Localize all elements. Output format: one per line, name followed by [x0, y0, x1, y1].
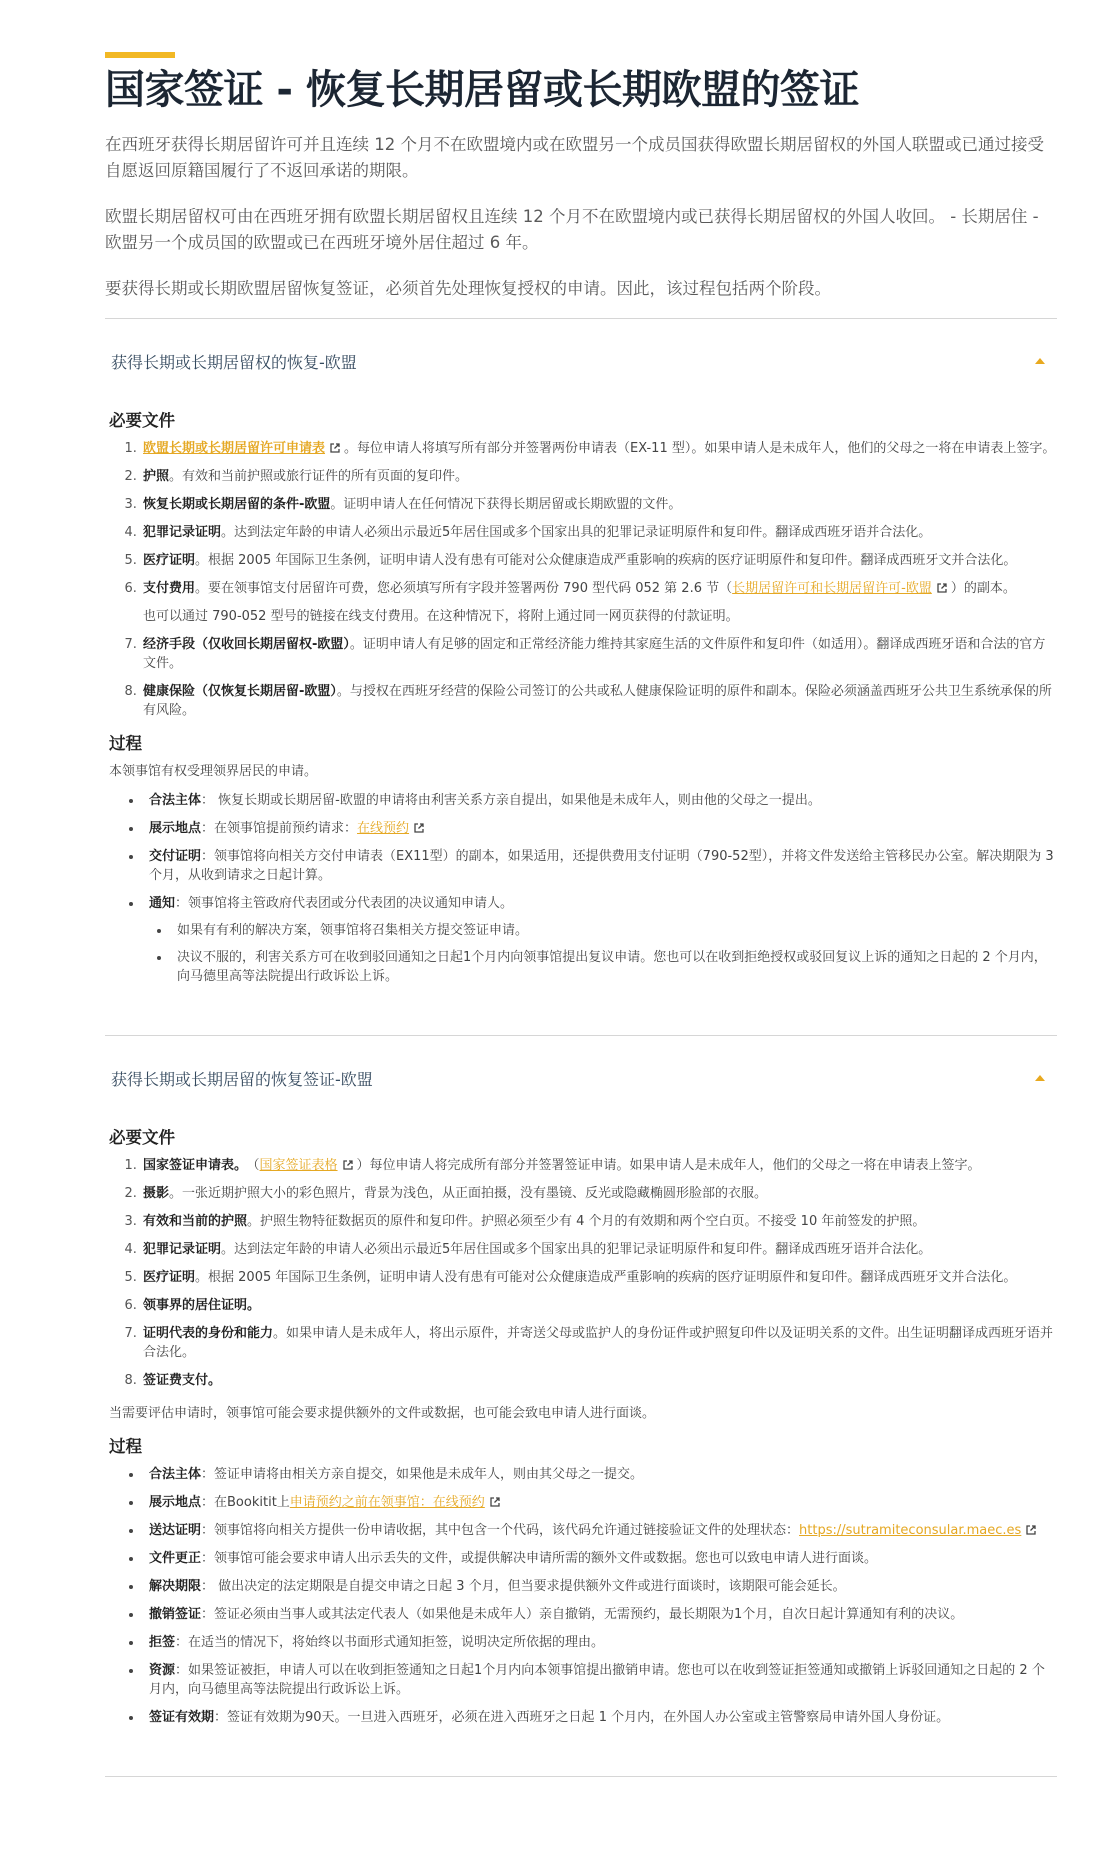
- sutramite-link[interactable]: https://sutramiteconsular.maec.es: [799, 1523, 1022, 1538]
- payment-note: 也可以通过 790-052 型号的链接在线支付费用。在这种情况下，将附上通过同一网页获得的付款证明。: [143, 609, 739, 624]
- accordion-body-1: [105, 383, 1057, 1025]
- list-item: 7. 经济手段（仅收回长期居留权-欧盟）。证明申请人有足够的固定和正常经济能力维持其家庭生活的文件原件和复印件（如适用）。翻译成西班牙语和合法的官方文件。: [141, 635, 1057, 673]
- title-accent-bar: [105, 52, 175, 58]
- residence-permit-link[interactable]: 长期居留许可和长期居留许可-欧盟: [732, 581, 932, 596]
- divider: [105, 1776, 1057, 1777]
- list-item: • 展示地点：在Bookitit上申请预约之前在领事馆：在线预约: [143, 1493, 1057, 1512]
- list-item: • 如果有有利的解决方案，领事馆将召集相关方提交签证申请。: [171, 921, 1057, 940]
- list-item: 7. 证明代表的身份和能力。如果申请人是未成年人，将出示原件，并寄送父母或监护人的身份证件或护照复印件以及证明关系的文件。出生证明翻译成西班牙语并合法化。: [141, 1324, 1057, 1362]
- list-item: 4. 犯罪记录证明。达到法定年龄的申请人必须出示最近5年居住国或多个国家出具的犯罪记录证明原件和复印件。翻译成西班牙语并合法化。: [141, 523, 1057, 542]
- docs-heading: 必要文件: [109, 1128, 175, 1147]
- intro-paragraph: 欧盟长期居留权可由在西班牙拥有欧盟长期居留权且连续 12 个月不在欧盟境内或已获得长期居留权的外国人收回。 - 长期居住 - 欧盟另一个成员国的欧盟或已在西班牙境外居住超过 6 年。: [105, 207, 1039, 252]
- docs-heading: 必要文件: [109, 411, 175, 430]
- list-item: 1. 国家签证申请表。 （国家签证表格 ）每位申请人将完成所有部分并签署签证申请。如果申请人是未成年人，他们的父母之一将在申请表上签字。: [141, 1156, 1057, 1175]
- list-item: • 解决期限： 做出决定的法定期限是自提交申请之日起 3 个月，但当要求提供额外文件或进行面谈时，该期限可能会延长。: [143, 1577, 1057, 1596]
- accordion-header-1[interactable]: [105, 319, 1057, 383]
- accordion-title: 获得长期或长期居留的恢复签证-欧盟: [111, 1069, 373, 1089]
- list-item: 8. 签证费支付。: [141, 1371, 1057, 1390]
- list-item: 6. 支付费用。要在领事馆支付居留许可费，您必须填写所有字段并签署两份 790 型代码 052 第 2.6 节（长期居留许可和长期居留许可-欧盟 ）的副本。 也可以通过 790-052 型号的链接在线支付费用。在这种情况下，将附上通过同一网页获得的付款证明。: [141, 579, 1057, 626]
- list-item: 8. 健康保险（仅恢复长期居留-欧盟）。与授权在西班牙经营的保险公司签订的公共或私人健康保险证明的原件和副本。保险必须涵盖西班牙公共卫生系统承保的所有风险。: [141, 682, 1057, 720]
- list-item: • 签证有效期：签证有效期为90天。一旦进入西班牙，必须在进入西班牙之日起 1 个月内，在外国人办公室或主管警察局申请外国人身份证。: [143, 1708, 1057, 1727]
- accordion-title: 获得长期或长期居留权的恢复-欧盟: [111, 352, 357, 372]
- external-link-icon[interactable]: [490, 1497, 500, 1507]
- list-item: 3. 有效和当前的护照。护照生物特征数据页的原件和复印件。护照必须至少有 4 个月的有效期和两个空白页。不接受 10 年前签发的护照。: [141, 1212, 1057, 1231]
- list-item: • 合法主体：签证申请将由相关方亲自提交，如果他是未成年人，则由其父母之一提交。: [143, 1465, 1057, 1484]
- intro-paragraph: 在西班牙获得长期居留许可并且连续 12 个月不在欧盟境内或在欧盟另一个成员国获得欧盟长期居留权的外国人联盟或已通过接受自愿返回原籍国履行了不返回承诺的期限。: [105, 135, 1044, 180]
- list-item: • 资源：如果签证被拒，申请人可以在收到拒签通知之日起1个月内向本领事馆提出撤销申请。您也可以在收到签证拒签通知或撤销上诉驳回通知之日起的 2 个月内，向马德里高等法院提出行政诉讼上诉。: [143, 1661, 1057, 1699]
- accordion-section-1: [105, 319, 1057, 1025]
- external-link-icon[interactable]: [414, 823, 424, 833]
- intro: [105, 132, 1057, 302]
- list-item: • 交付证明：领事馆将向相关方交付申请表（EX11型）的副本，如果适用，还提供费用支付证明（790-52型），并将文件发送给主管移民办公室。解决期限为 3 个月，从收到请求之日起计算。: [143, 847, 1057, 885]
- online-appointment-link[interactable]: 在线预约: [357, 821, 410, 836]
- process-heading: 过程: [109, 734, 142, 753]
- list-item: 6. 领事界的居住证明。: [141, 1296, 1057, 1315]
- accordion-section-2: [105, 1036, 1057, 1766]
- list-item: 2. 摄影。一张近期护照大小的彩色照片，背景为浅色，从正面拍摄，没有墨镜、反光或隐藏椭圆形脸部的衣服。: [141, 1184, 1057, 1203]
- list-item: 5. 医疗证明。根据 2005 年国际卫生条例，证明申请人没有患有可能对公众健康造成严重影响的疾病的医疗证明原件和复印件。翻译成西班牙文并合法化。: [141, 551, 1057, 570]
- list-item: • 撤销签证：签证必须由当事人或其法定代表人（如果他是未成年人）亲自撤销，无需预约，最长期限为1个月，自次日起计算通知有利的决议。: [143, 1605, 1057, 1624]
- accordion-header-2[interactable]: [105, 1036, 1057, 1100]
- external-link-icon[interactable]: [937, 583, 947, 593]
- process-heading: 过程: [109, 1437, 142, 1456]
- list-item: 5. 医疗证明。根据 2005 年国际卫生条例，证明申请人没有患有可能对公众健康造成严重影响的疾病的医疗证明原件和复印件。翻译成西班牙文并合法化。: [141, 1268, 1057, 1287]
- list-item: • 文件更正：领事馆可能会要求申请人出示丢失的文件，或提供解决申请所需的额外文件或数据。您也可以致电申请人进行面谈。: [143, 1549, 1057, 1568]
- list-item: • 拒签：在适当的情况下，将始终以书面形式通知拒签，说明决定所依据的理由。: [143, 1633, 1057, 1652]
- list-item: • 决议不服的，利害关系方可在收到驳回通知之日起1个月内向领事馆提出复议申请。您也可以在收到拒绝授权或驳回复议上诉的通知之日起的 2 个月内，向马德里高等法院提出行政诉讼上诉。: [171, 948, 1057, 986]
- visa-form-link[interactable]: 国家签证表格: [259, 1158, 338, 1173]
- notification-sublist: [149, 921, 1057, 986]
- caret-up-icon[interactable]: [1035, 1075, 1045, 1081]
- list-item: 2. 护照。有效和当前护照或旅行证件的所有页面的复印件。: [141, 467, 1057, 486]
- list-item: • 展示地点：在领事馆提前预约请求：在线预约: [143, 819, 1057, 838]
- external-link-icon[interactable]: [1026, 1525, 1036, 1535]
- required-docs-list: [109, 1156, 1057, 1390]
- process-list: [109, 791, 1057, 986]
- list-item: • 通知：领事馆将主管政府代表团或分代表团的决议通知申请人。 • 如果有有利的解决方案，领事馆将召集相关方提交签证申请。 • 决议不服的，利害关系方可在收到驳回通知之日起1个月内向领事馆提出复议申请。您也可以在收到拒绝授权或驳回复议上诉的通知之日起的 2 个月内，向马德里高等法院提出行政诉讼上诉。: [143, 894, 1057, 986]
- list-item: 3. 恢复长期或长期居留的条件-欧盟。证明申请人在任何情况下获得长期居留或长期欧盟的文件。: [141, 495, 1057, 514]
- external-link-icon[interactable]: [343, 1160, 353, 1170]
- application-form-link[interactable]: 欧盟长期或长期居留许可申请表: [143, 441, 326, 456]
- required-docs-list: [109, 439, 1057, 720]
- intro-paragraph: 要获得长期或长期欧盟居留恢复签证，必须首先处理恢复授权的申请。因此，该过程包括两个阶段。: [105, 279, 831, 298]
- caret-up-icon[interactable]: [1035, 358, 1045, 364]
- list-item: • 合法主体： 恢复长期或长期居留-欧盟的申请将由利害关系方亲自提出，如果他是未成年人，则由他的父母之一提出。: [143, 791, 1057, 810]
- process-intro: 本领事馆有权受理领界居民的申请。: [109, 764, 318, 779]
- accordion-body-2: [105, 1100, 1057, 1766]
- process-list: [109, 1465, 1057, 1727]
- list-item: • 送达证明：领事馆将向相关方提供一份申请收据，其中包含一个代码，该代码允许通过链接验证文件的处理状态：https://sutramiteconsular.maec.es: [143, 1521, 1057, 1540]
- list-item: 1. 欧盟长期或长期居留许可申请表 。每位申请人将填写所有部分并签署两份申请表（EX-11 型）。如果申请人是未成年人，他们的父母之一将在申请表上签字。: [141, 439, 1057, 458]
- list-item: 4. 犯罪记录证明。达到法定年龄的申请人必须出示最近5年居住国或多个国家出具的犯罪记录证明原件和复印件。翻译成西班牙语并合法化。: [141, 1240, 1057, 1259]
- external-link-icon[interactable]: [330, 443, 340, 453]
- page-title: 国家签证 - 恢复长期居留或长期欧盟的签证: [105, 67, 859, 113]
- bookitit-appointment-link[interactable]: 申请预约之前在领事馆：在线预约: [289, 1495, 485, 1510]
- extra-note: 当需要评估申请时，领事馆可能会要求提供额外的文件或数据，也可能会致电申请人进行面谈。: [109, 1406, 656, 1421]
